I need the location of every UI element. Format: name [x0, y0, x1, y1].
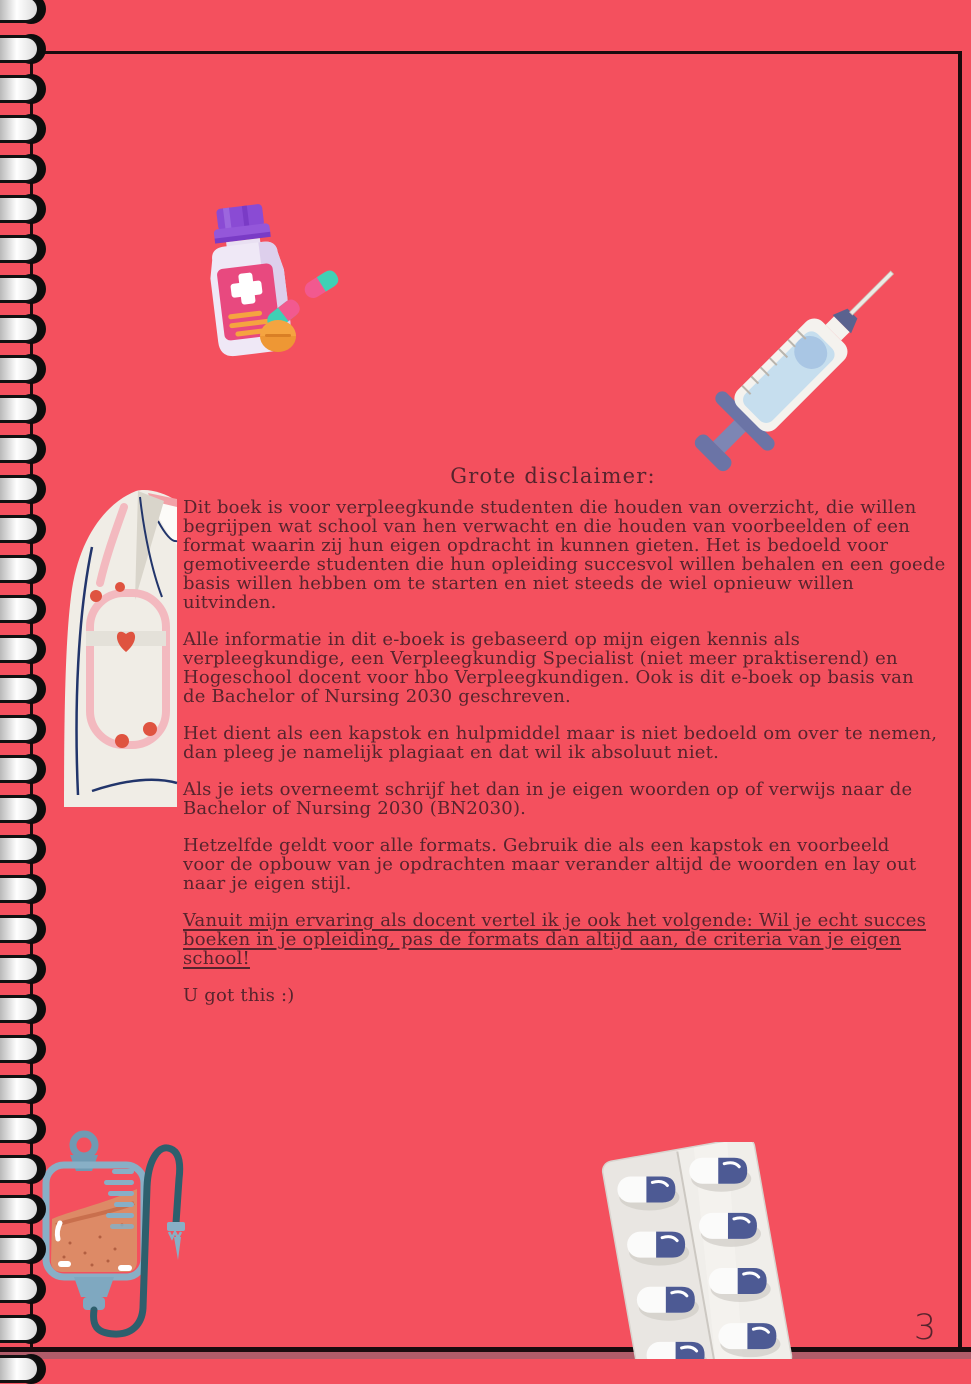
spiral-ring — [0, 794, 46, 824]
spiral-ring-bar — [0, 78, 37, 100]
spiral-ring-bar — [0, 1078, 37, 1100]
spiral-ring-bar — [0, 398, 37, 420]
text-line: begrijpen wat school van hen verwacht en die houden van voorbeelden of een — [183, 516, 911, 537]
text-line: U got this :) — [183, 985, 295, 1006]
paragraph-plagiarism-warning — [183, 723, 938, 763]
spiral-ring-bar — [0, 478, 37, 500]
spiral-ring-bar — [0, 918, 37, 940]
spiral-ring-bar — [0, 1238, 37, 1260]
spiral-ring — [0, 1034, 46, 1064]
syringe-icon — [668, 253, 918, 483]
text-line: Als je iets overneemt schrijf het dan in je eigen woorden op of verwijs naar de — [183, 779, 913, 800]
spiral-ring — [0, 314, 46, 344]
spiral-ring — [0, 834, 46, 864]
spiral-ring-bar — [0, 718, 37, 740]
spiral-ring-bar — [0, 998, 37, 1020]
spiral-ring — [0, 874, 46, 904]
spiral-ring — [0, 34, 46, 64]
text-line: naar je eigen stijl. — [183, 873, 352, 894]
spiral-ring — [0, 274, 46, 304]
spiral-ring — [0, 634, 46, 664]
text-line: format waarin zij hun eigen opdracht in kunnen gieten. Het is bedoeld voor — [183, 535, 889, 556]
spiral-ring-bar — [0, 198, 37, 220]
spiral-ring-bar — [0, 878, 37, 900]
spiral-ring — [0, 74, 46, 104]
paragraph-information-source — [183, 630, 933, 706]
spiral-ring-bar — [0, 1278, 37, 1300]
spiral-ring — [0, 1114, 46, 1144]
text-line: Alle informatie in dit e-boek is gebaseerd op mijn eigen kennis als — [183, 629, 801, 650]
spiral-ring-bar — [0, 118, 37, 140]
spiral-ring — [0, 714, 46, 744]
spiral-ring — [0, 0, 46, 24]
text-line: dan pleeg je namelijk plagiaat en dat wil ik absoluut niet. — [183, 742, 720, 763]
spiral-ring — [0, 114, 46, 144]
spiral-ring — [0, 434, 46, 464]
spiral-ring-bar — [0, 798, 37, 820]
spiral-ring — [0, 154, 46, 184]
spiral-ring-bar — [0, 438, 37, 460]
spiral-ring-bar — [0, 1318, 37, 1340]
page-border-top — [31, 51, 961, 54]
text-line: de Bachelor of Nursing 2030 geschreven. — [183, 686, 571, 707]
spiral-ring — [0, 754, 46, 784]
spiral-ring-bar — [0, 558, 37, 580]
spiral-ring-bar — [0, 358, 37, 380]
spiral-ring — [0, 514, 46, 544]
body-text — [183, 497, 946, 1023]
spiral-ring — [0, 1234, 46, 1264]
spiral-ring — [0, 354, 46, 384]
spiral-ring — [0, 1074, 46, 1104]
page-number: 3 — [913, 1308, 937, 1348]
text-line: boeken in je opleiding, pas de formats dan altijd aan, de criteria van je eigen — [183, 929, 902, 950]
text-line: uitvinden. — [183, 592, 277, 613]
spiral-ring — [0, 394, 46, 424]
spiral-ring — [0, 194, 46, 224]
spiral-ring-bar — [0, 38, 37, 60]
spiral-ring — [0, 554, 46, 584]
spiral-ring — [0, 1154, 46, 1184]
spiral-ring-bar — [0, 1198, 37, 1220]
round-pill-icon — [260, 320, 296, 352]
text-line: Bachelor of Nursing 2030 (BN2030). — [183, 798, 527, 819]
text-line: school! — [183, 948, 250, 969]
spiral-ring-bar — [0, 1158, 37, 1180]
spiral-ring-bar — [0, 318, 37, 340]
text-line: basis willen hebben om te starten en niet steeds de wiel opnieuw willen — [183, 573, 854, 594]
page-title: Grote disclaimer: — [450, 464, 656, 488]
paragraph-citation-advice — [183, 780, 933, 818]
spiral-ring-bar — [0, 598, 37, 620]
text-line: voor de opbouw van je opdrachten maar verander altijd de woorden en lay out — [183, 854, 917, 875]
spiral-ring-bar — [0, 758, 37, 780]
spiral-ring-bar — [0, 1038, 37, 1060]
spiral-ring — [0, 1274, 46, 1304]
paragraph-formats-advice — [183, 836, 933, 893]
spiral-binding — [0, 0, 60, 1359]
spiral-ring — [0, 994, 46, 1024]
spiral-ring-bar — [0, 238, 37, 260]
spiral-ring-bar — [0, 1118, 37, 1140]
nurse-coat-stethoscope-icon — [40, 485, 180, 807]
spiral-ring — [0, 1194, 46, 1224]
spiral-ring-bar — [0, 158, 37, 180]
text-line: Hogeschool docent voor hbo Verpleegkundigen. Ook is dit e-boek op basis van — [183, 667, 914, 688]
spiral-ring — [0, 914, 46, 944]
spiral-ring — [0, 954, 46, 984]
spiral-ring — [0, 594, 46, 624]
capsule-pill-icon — [301, 268, 341, 301]
spiral-ring-bar — [0, 278, 37, 300]
spiral-ring — [0, 234, 46, 264]
text-line: Dit boek is voor verpleegkunde studenten die houden van overzicht, die willen — [183, 497, 917, 518]
text-line: gemotiveerde studenten die hun opleiding succesvol willen behalen en een goede — [183, 554, 946, 575]
text-line: verpleegkundige, een Verpleegkundig Specialist (niet meer praktiserend) en — [183, 648, 898, 669]
paragraph-teacher-tip — [183, 911, 933, 968]
spiral-ring — [0, 674, 46, 704]
text-line: Hetzelfde geldt voor alle formats. Gebruik die als een kapstok en voorbeeld — [183, 835, 890, 856]
spiral-ring-bar — [0, 1358, 37, 1380]
spiral-ring — [0, 474, 46, 504]
spiral-ring-bar — [0, 638, 37, 660]
text-line: Het dient als een kapstok en hulpmiddel maar is niet bedoeld om over te nemen, — [183, 723, 938, 744]
spiral-ring-bar — [0, 958, 37, 980]
pill-bottle-icon — [185, 196, 360, 371]
spiral-ring — [0, 1314, 46, 1344]
spiral-ring-bar — [0, 518, 37, 540]
paragraph-encouragement — [183, 986, 933, 1005]
spiral-ring-bar — [0, 838, 37, 860]
pill-blister-pack-icon — [570, 1142, 820, 1359]
spiral-ring-bar — [0, 0, 37, 20]
paragraph-disclaimer-intro — [183, 497, 946, 613]
text-line: Vanuit mijn ervaring als docent vertel ik je ook het volgende: Wil je echt succes — [183, 910, 927, 931]
spiral-ring-bar — [0, 678, 37, 700]
page-border-right — [958, 51, 962, 1349]
